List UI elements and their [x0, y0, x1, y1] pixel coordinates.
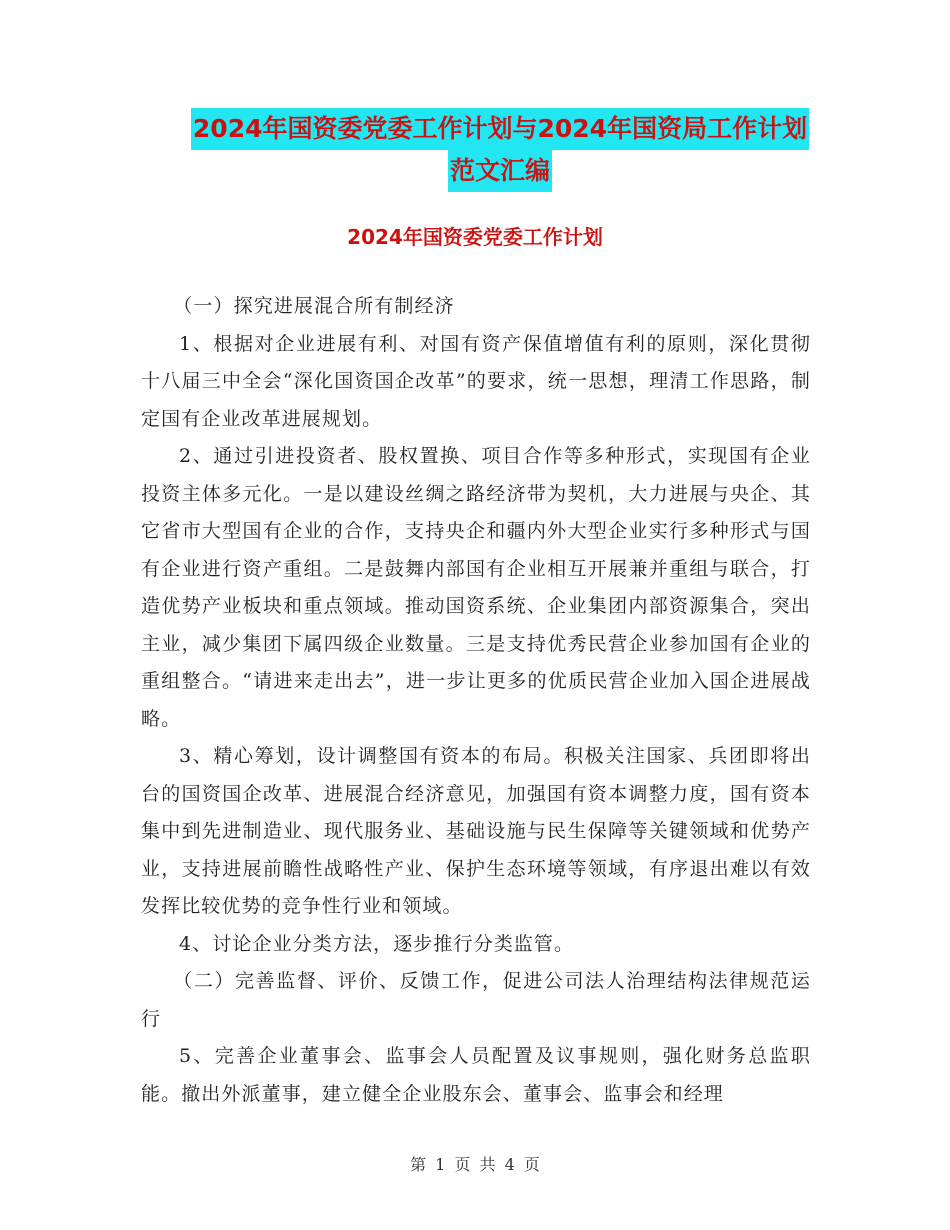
- paragraph-4: 4、讨论企业分类方法，逐步推行分类监管。: [179, 932, 575, 955]
- paragraph-1: 1、根据对企业进展有利、对国有资产保值增值有利的原则，深化贯彻十八届三中全会“深化国资国企改革”的要求，统一思想，理清工作思路，制定国有企业改革进展规划。: [141, 332, 811, 430]
- document-body: [141, 288, 811, 1113]
- paragraph-5: 5、完善企业董事会、监事会人员配置及议事规则，强化财务总监职能。撤出外派董事，建立健全企业股东会、董事会、监事会和经理: [141, 1045, 811, 1105]
- title-line-1: 2024年国资委党委工作计划与2024年国资局工作计划: [191, 108, 809, 150]
- section-heading-2: （二）完善监督、评价、反馈工作，促进公司法人治理结构法律规范运行: [141, 970, 811, 1030]
- section-title: 2024年国资委党委工作计划: [347, 225, 603, 249]
- section-heading-1: （一）探究进展混合所有制经济: [173, 295, 455, 317]
- page-footer: 第 1 页 共 4 页: [410, 1155, 540, 1174]
- document-title: [130, 108, 870, 192]
- paragraph-2: 2、通过引进投资者、股权置换、项目合作等多种形式，实现国有企业投资主体多元化。一是以建设丝绸之路经济带为契机，大力进展与央企、其它省市大型国有企业的合作，支持央企和疆内外大型企业实行多种形式与国有企业进行资产重组。二是鼓舞内部国有企业相互开展兼并重组与联合，打造优势产业板块和重点领域。推动国资系统、企业集团内部资源集合，突出主业，减少集团下属四级企业数量。三是支持优秀民营企业参加国有企业的重组整合。“请进来走出去”，进一步让更多的优质民营企业加入国企进展战略。: [141, 445, 811, 730]
- paragraph-3: 3、精心筹划，设计调整国有资本的布局。积极关注国家、兵团即将出台的国资国企改革、进展混合经济意见，加强国有资本调整力度，国有资本集中到先进制造业、现代服务业、基础设施与民生保障等关键领域和优势产业，支持进展前瞻性战略性产业、保护生态环境等领域，有序退出难以有效发挥比较优势的竞争性行业和领域。: [141, 745, 811, 917]
- title-line-2: 范文汇编: [448, 150, 552, 192]
